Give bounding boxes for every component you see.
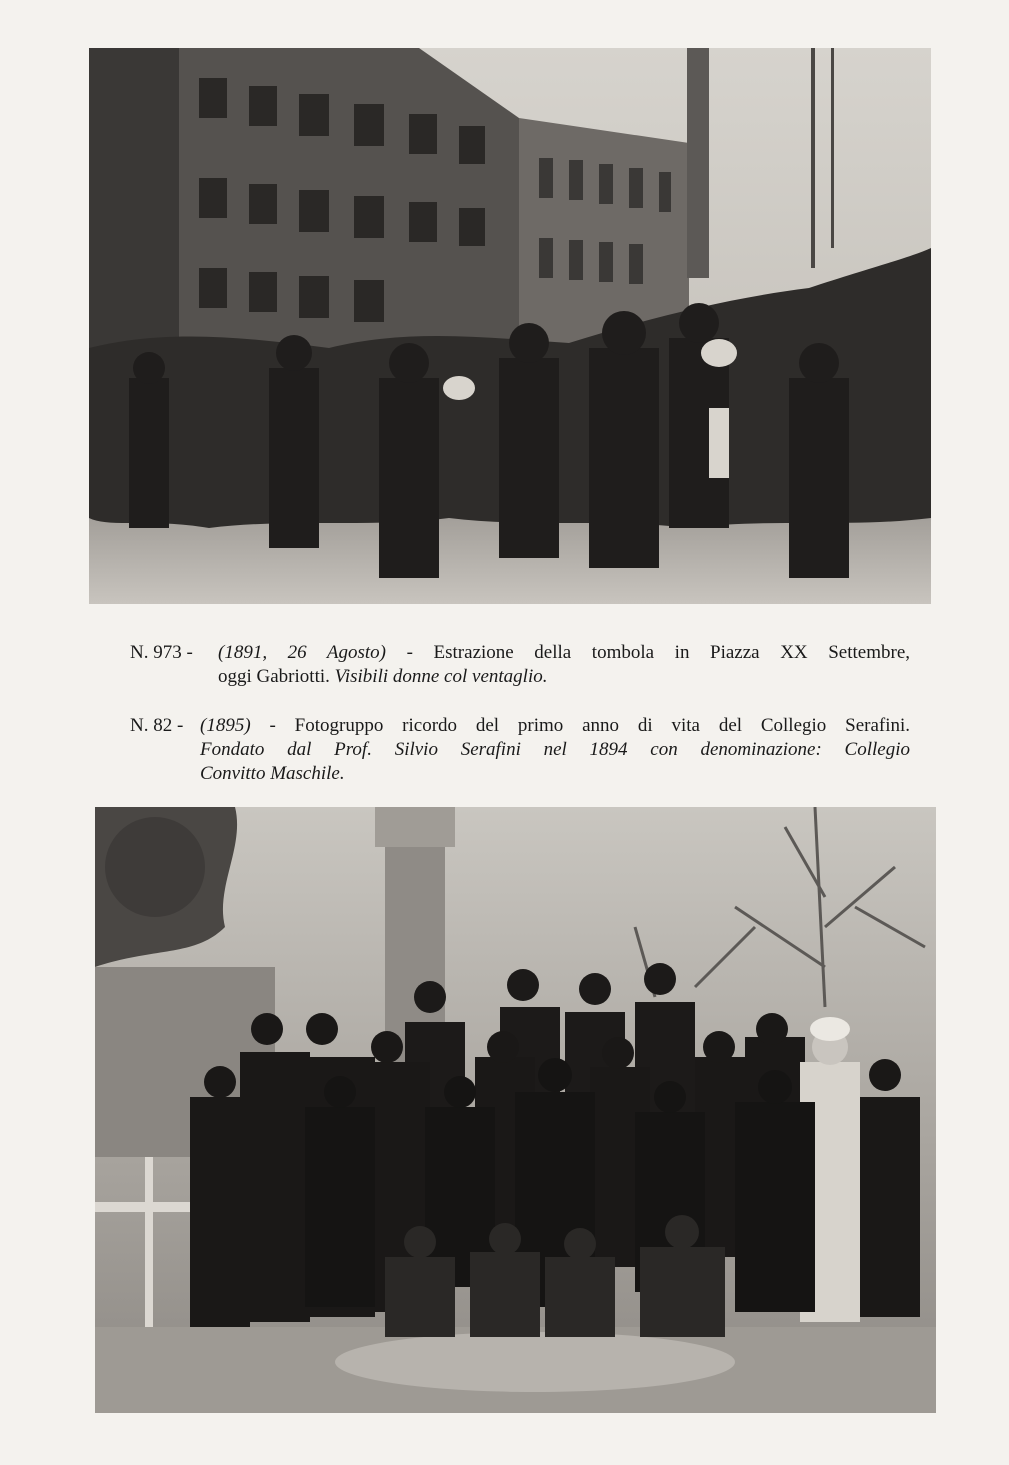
- caption-82-line1: [200, 715, 910, 737]
- caption-973-italic: Visibili donne col ventaglio.: [334, 666, 548, 687]
- caption-973-sep: -: [406, 642, 413, 663]
- caption-82: [130, 715, 910, 789]
- caption-82-text: Fotogruppo ricordo del primo anno di vita del Collegio Serafini.: [294, 715, 911, 736]
- caption-82-line3: [200, 763, 345, 785]
- photo-piazza-image: [89, 48, 931, 604]
- caption-973-text2: oggi Gabriotti.: [218, 666, 330, 687]
- caption-973-text: Estrazione della tombola in Piazza XX Settembre,: [433, 642, 911, 663]
- caption-973-number: N. 973 -: [130, 642, 193, 663]
- caption-973-date: (1891, 26 Agosto): [218, 642, 387, 663]
- photo-collegio-serafini: [95, 807, 936, 1413]
- photo-collegio-image: [95, 807, 936, 1413]
- caption-973-line1: [218, 642, 910, 664]
- caption-82-italic-1: Fondato dal Prof. Silvio Serafini nel 1894 con denominazione: Collegio: [200, 739, 910, 760]
- caption-82-number: N. 82 -: [130, 715, 184, 736]
- photo-piazza-tombola: [89, 48, 931, 604]
- caption-973: [130, 642, 910, 692]
- caption-82-date: (1895): [200, 715, 251, 736]
- caption-82-italic-2: Convitto Maschile.: [200, 763, 345, 784]
- caption-973-line2: [218, 666, 547, 688]
- caption-82-line2: [200, 739, 910, 761]
- caption-82-sep: -: [269, 715, 276, 736]
